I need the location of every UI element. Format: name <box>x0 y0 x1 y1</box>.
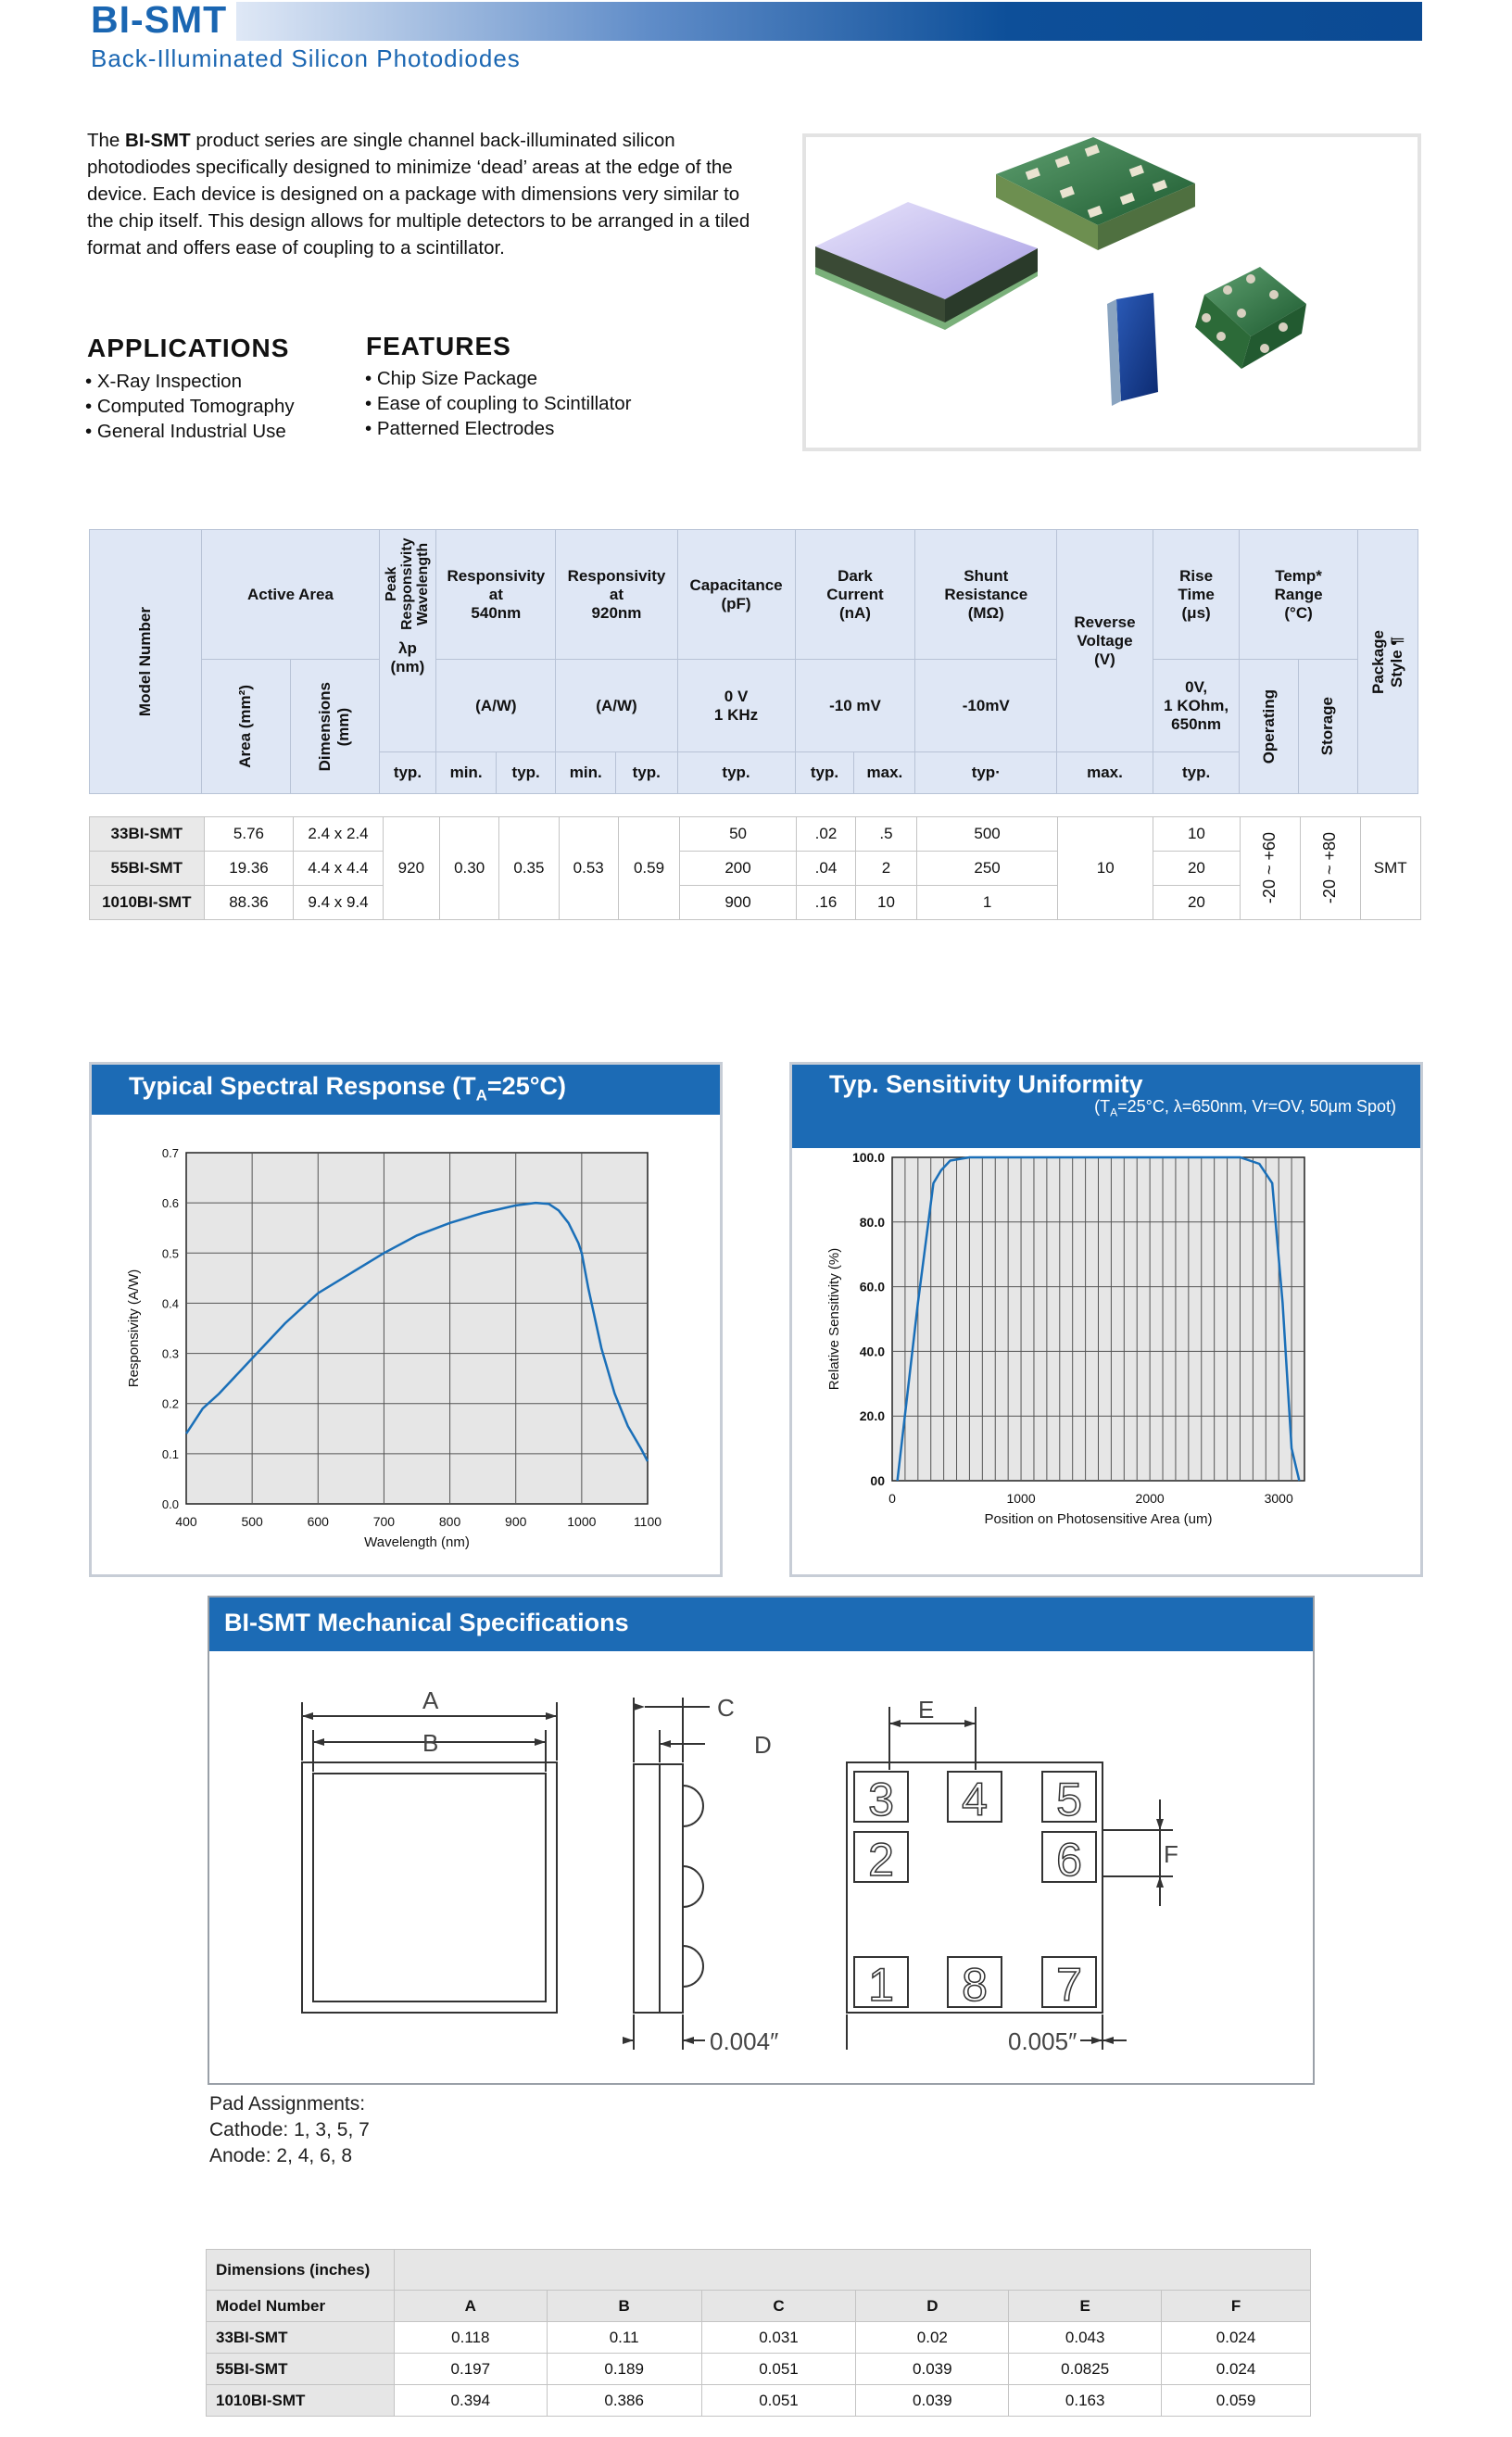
pad-7: 7 <box>1056 1959 1082 2011</box>
table-cell: 0.386 <box>547 2385 701 2417</box>
side-view-base <box>660 1764 683 2013</box>
reverse-voltage-cell: 10 <box>1058 817 1153 920</box>
y-tick-label: 0.5 <box>161 1246 179 1261</box>
list-item: • Chip Size Package <box>365 368 538 389</box>
dimensions-cell: 2.4 x 2.4 <box>294 817 383 852</box>
pad-gap-label: 0.005″ <box>1008 2027 1077 2055</box>
x-tick-label: 1100 <box>633 1514 662 1529</box>
x-tick-label: 500 <box>241 1514 263 1529</box>
table-cell: 0.02 <box>856 2322 1009 2354</box>
y-tick-label: 60.0 <box>859 1279 885 1294</box>
y-tick-label: 0.0 <box>161 1497 179 1511</box>
mechanical-drawing <box>209 1651 1313 2083</box>
list-item: • General Industrial Use <box>85 421 286 442</box>
dim-label-a: A <box>422 1686 439 1714</box>
spectral-response-panel <box>89 1062 723 1577</box>
storage-cell: -20 ~ +80 <box>1300 817 1360 920</box>
pad-4: 4 <box>962 1774 988 1825</box>
table-cell: 0.197 <box>394 2354 547 2385</box>
x-tick-label: 400 <box>175 1514 197 1529</box>
sub-header: typ. <box>496 752 556 794</box>
cathode-pads: Cathode: 1, 3, 5, 7 <box>209 2119 370 2140</box>
table-cell: 0.11 <box>547 2322 701 2354</box>
spec-table-data <box>89 816 1421 920</box>
sub-header: min. <box>436 752 497 794</box>
capacitance-cell: 200 <box>680 852 797 886</box>
pad-6: 6 <box>1056 1834 1082 1886</box>
x-tick-label: 800 <box>438 1514 461 1529</box>
sub-header: typ. <box>616 752 678 794</box>
x-tick-label: 700 <box>372 1514 396 1529</box>
shunt-condition: -10mV <box>915 660 1057 752</box>
r540-typ-cell: 0.35 <box>499 817 559 920</box>
pad-1: 1 <box>868 1959 894 2011</box>
peak-cell: 920 <box>383 817 439 920</box>
y-tick-label: 0.1 <box>161 1446 179 1461</box>
top-view-inner <box>313 1774 546 2001</box>
table-row <box>207 2322 1311 2354</box>
dimensions-cell: 9.4 x 9.4 <box>294 886 383 920</box>
header-gradient-bar <box>236 2 1422 41</box>
dark-current-condition: -10 mV <box>795 660 915 752</box>
model-cell: 1010BI-SMT <box>207 2385 395 2417</box>
operating-cell: -20 ~ +60 <box>1240 817 1300 920</box>
pad-2: 2 <box>868 1834 894 1886</box>
page-title: BI-SMT <box>91 0 228 41</box>
sub-header: typ. <box>1153 752 1240 794</box>
pad-3: 3 <box>868 1774 894 1825</box>
pad-assignments <box>209 2091 370 2169</box>
features-heading: FEATURES <box>366 332 511 360</box>
responsivity-920-header: Responsivity at 920nm <box>556 530 677 660</box>
table-header-row <box>207 2291 1311 2322</box>
aw-540-unit: (A/W) <box>436 660 556 752</box>
pad-assignments-title: Pad Assignments: <box>209 2093 366 2115</box>
table-row <box>90 852 1421 886</box>
dim-label-b: B <box>422 1729 439 1757</box>
table-cell: 0.118 <box>394 2322 547 2354</box>
shunt-cell: 1 <box>916 886 1057 920</box>
reverse-voltage-header: Reverse Voltage (V) <box>1057 530 1153 752</box>
y-tick-label: 0.4 <box>161 1296 179 1311</box>
table-cell: 0.059 <box>1162 2385 1311 2417</box>
x-tick-label: 0 <box>888 1491 896 1506</box>
table-cell: 0.024 <box>1162 2354 1311 2385</box>
dark-typ-cell: .04 <box>796 852 855 886</box>
intro-paragraph: The BI-SMT product series are single channel back-illuminated silicon photodiodes specifically designed to minimize ‘dead’ areas at the edge of the device. Each device is designed on a package with dimensions very similar to the chip itself. This design allows for multiple detectors to be arranged in a tiled format and offers ease of coupling to a scintillator. <box>87 130 750 259</box>
x-tick-label: 1000 <box>567 1514 597 1529</box>
dark-max-cell: .5 <box>856 817 917 852</box>
table-cell: 0.031 <box>701 2322 856 2354</box>
rise-time-header: Rise Time (μs) <box>1153 530 1240 660</box>
active-area-header: Active Area <box>202 530 379 660</box>
x-tick-label: 900 <box>505 1514 527 1529</box>
mechanical-spec-panel <box>208 1596 1315 2085</box>
dark-max-cell: 2 <box>856 852 917 886</box>
side-gap-label: 0.004″ <box>710 2027 779 2055</box>
package-style-header: Package Style ¶ <box>1357 530 1418 794</box>
anode-pads: Anode: 2, 4, 6, 8 <box>209 2145 353 2166</box>
rise-cell: 20 <box>1153 886 1240 920</box>
model-cell: 33BI-SMT <box>207 2322 395 2354</box>
y-axis-label: Responsivity (A/W) <box>126 1269 142 1388</box>
shunt-cell: 250 <box>916 852 1057 886</box>
y-tick-label: 0.3 <box>161 1346 179 1361</box>
capacitance-cell: 50 <box>680 817 797 852</box>
responsivity-540-header: Responsivity at 540nm <box>436 530 556 660</box>
column-header: C <box>701 2291 856 2322</box>
dim-label-d: D <box>754 1731 772 1759</box>
sensitivity-uniformity-title: Typ. Sensitivity Uniformity ($T_A=25^\circ C$, λ=650nm, Vr=OV, 50μm Spot) <box>792 1065 1420 1148</box>
uniformity-conditions: ($T_A=25^\circ C$, λ=650nm, Vr=OV, 50μm Spot) <box>1094 1097 1396 1119</box>
sub-header: max. <box>854 752 915 794</box>
table-cell: 0.039 <box>856 2354 1009 2385</box>
area-cell: 19.36 <box>204 852 294 886</box>
table-cell: 0.043 <box>1009 2322 1162 2354</box>
r920-typ-cell: 0.59 <box>618 817 679 920</box>
page-subtitle: Back-Illuminated Silicon Photodiodes <box>91 44 521 72</box>
table-cell: 0.163 <box>1009 2385 1162 2417</box>
dimensions-table-title: Dimensions (inches) <box>207 2250 395 2291</box>
x-tick-label: 1000 <box>1006 1491 1036 1506</box>
package-cell: SMT <box>1360 817 1421 920</box>
mechanical-title: BI-SMT Mechanical Specifications <box>209 1597 1313 1651</box>
rise-cell: 10 <box>1153 817 1240 852</box>
list-item: • Computed Tomography <box>85 396 295 417</box>
table-cell: 0.394 <box>394 2385 547 2417</box>
capacitance-condition: 0 V 1 KHz <box>677 660 795 752</box>
peak-wavelength-header: Peak Responsivity Wavelength λp (nm) <box>379 530 436 752</box>
model-cell: 1010BI-SMT <box>90 886 205 920</box>
table-row <box>90 886 1421 920</box>
sensitivity-uniformity-panel <box>789 1062 1423 1577</box>
x-tick-label: 3000 <box>1264 1491 1293 1506</box>
column-header: F <box>1162 2291 1311 2322</box>
dark-max-cell: 10 <box>856 886 917 920</box>
table-row <box>90 817 1421 852</box>
area-header: Area (mm²) <box>202 660 290 794</box>
y-axis-label: Relative Sensitivity (%) <box>826 1247 842 1391</box>
sub-header: typ. <box>677 752 795 794</box>
table-row <box>207 2354 1311 2385</box>
column-header: Model Number <box>207 2291 395 2322</box>
sensitivity-uniformity-chart <box>792 1148 1420 1574</box>
y-tick-label: 100.0 <box>851 1150 885 1165</box>
sub-header: typ· <box>915 752 1057 794</box>
y-tick-label: 80.0 <box>859 1214 885 1230</box>
area-cell: 88.36 <box>204 886 294 920</box>
sub-header: max. <box>1057 752 1153 794</box>
capacitance-cell: 900 <box>680 886 797 920</box>
rise-cell: 20 <box>1153 852 1240 886</box>
x-axis-label: Position on Photosensitive Area (um) <box>984 1511 1213 1527</box>
storage-header: Storage <box>1299 660 1358 794</box>
pad-5: 5 <box>1056 1774 1082 1825</box>
spectral-response-chart <box>92 1115 720 1574</box>
model-cell: 55BI-SMT <box>90 852 205 886</box>
list-item: • X-Ray Inspection <box>85 371 242 392</box>
r540-min-cell: 0.30 <box>439 817 498 920</box>
capacitance-header: Capacitance (pF) <box>677 530 795 660</box>
sub-header: typ. <box>795 752 854 794</box>
temp-range-header: Temp* Range (°C) <box>1240 530 1357 660</box>
dark-typ-cell: .02 <box>796 817 855 852</box>
column-header: D <box>856 2291 1009 2322</box>
table-cell: 0.051 <box>701 2385 856 2417</box>
sub-header: typ. <box>379 752 436 794</box>
aw-920-unit: (A/W) <box>556 660 677 752</box>
dimensions-table <box>206 2249 1311 2417</box>
spec-table-header <box>89 529 1418 794</box>
area-cell: 5.76 <box>204 817 294 852</box>
y-tick-label: 00 <box>870 1473 885 1488</box>
pad-8: 8 <box>962 1959 988 2011</box>
applications-heading: APPLICATIONS <box>87 334 290 362</box>
y-tick-label: 0.7 <box>161 1146 179 1160</box>
product-photo-illustration <box>806 137 1418 448</box>
applications-list <box>85 369 295 444</box>
table-cell: 0.189 <box>547 2354 701 2385</box>
dark-typ-cell: .16 <box>796 886 855 920</box>
list-item: • Ease of coupling to Scintillator <box>365 393 632 414</box>
table-cell: 0.051 <box>701 2354 856 2385</box>
model-cell: 55BI-SMT <box>207 2354 395 2385</box>
dark-current-header: Dark Current (nA) <box>795 530 915 660</box>
y-tick-label: 40.0 <box>859 1344 885 1359</box>
list-item: • Patterned Electrodes <box>365 418 555 439</box>
y-tick-label: 20.0 <box>859 1408 885 1424</box>
operating-header: Operating <box>1240 660 1299 794</box>
table-cell: 0.0825 <box>1009 2354 1162 2385</box>
rise-time-condition: 0V, 1 KOhm, 650nm <box>1153 660 1240 752</box>
side-view-body <box>634 1764 660 2013</box>
sub-header: min. <box>556 752 616 794</box>
spectral-response-title: Typical Spectral Response $(T_A=25^\circ C)$ <box>92 1065 720 1115</box>
dimensions-header: Dimensions (mm) <box>290 660 379 794</box>
dim-label-e: E <box>918 1696 935 1724</box>
shunt-resistance-header: Shunt Resistance (MΩ) <box>915 530 1057 660</box>
y-tick-label: 0.6 <box>161 1196 179 1211</box>
column-header: E <box>1009 2291 1162 2322</box>
model-number-header: Model Number <box>90 530 202 794</box>
table-cell: 0.024 <box>1162 2322 1311 2354</box>
table-cell: 0.039 <box>856 2385 1009 2417</box>
product-photo <box>802 133 1421 451</box>
plot-area <box>186 1153 648 1504</box>
top-view-outer <box>302 1762 557 2013</box>
column-header: B <box>547 2291 701 2322</box>
column-header: A <box>394 2291 547 2322</box>
product-name: BI-SMT <box>125 130 191 151</box>
y-tick-label: 0.2 <box>161 1396 179 1411</box>
shunt-cell: 500 <box>916 817 1057 852</box>
dim-label-c: C <box>717 1694 735 1722</box>
dim-label-f: F <box>1164 1840 1178 1868</box>
model-cell: 33BI-SMT <box>90 817 205 852</box>
x-tick-label: 2000 <box>1135 1491 1165 1506</box>
x-tick-label: 600 <box>307 1514 329 1529</box>
dimensions-cell: 4.4 x 4.4 <box>294 852 383 886</box>
table-row <box>207 2385 1311 2417</box>
x-axis-label: Wavelength (nm) <box>364 1534 470 1550</box>
features-list <box>365 366 632 441</box>
r920-min-cell: 0.53 <box>559 817 618 920</box>
